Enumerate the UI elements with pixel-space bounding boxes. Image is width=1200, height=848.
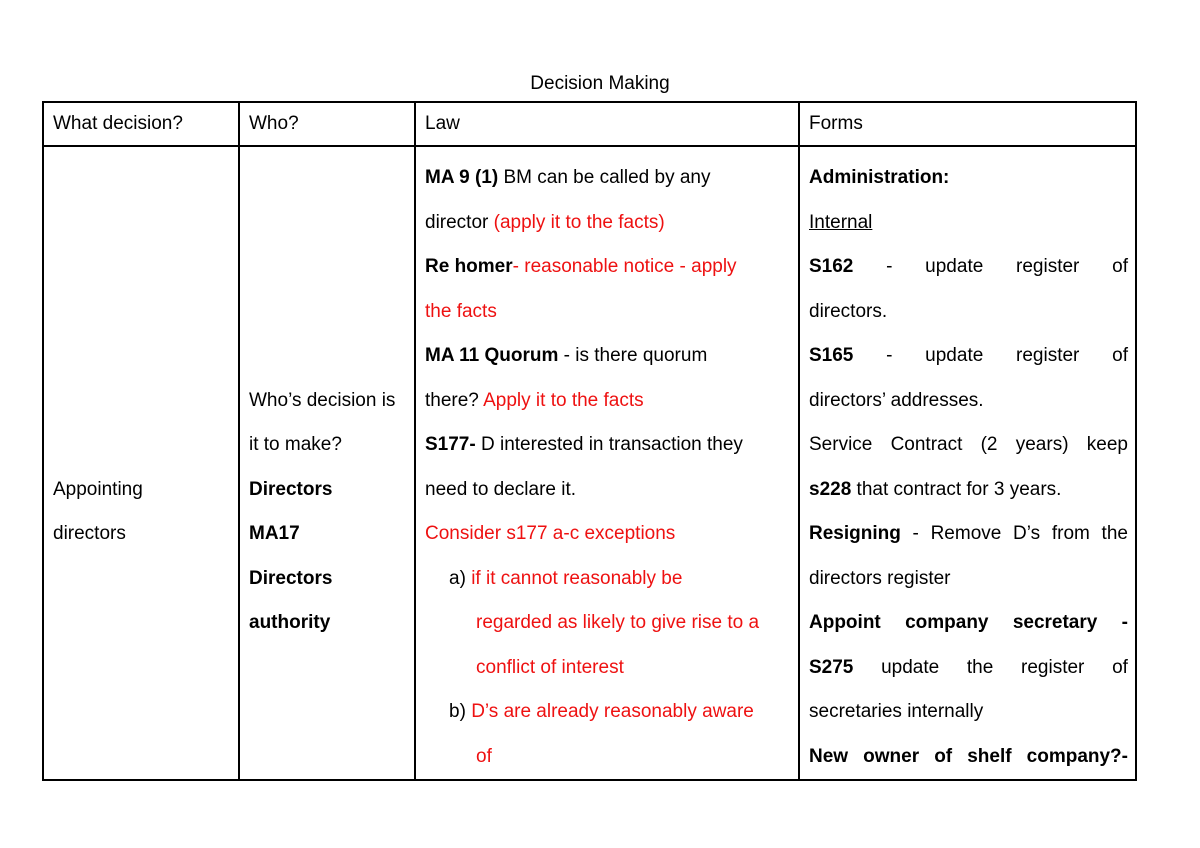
law-line: S177- D interested in transaction they [425, 434, 743, 455]
forms-line: Internal [809, 211, 873, 233]
who-line: Directors [249, 567, 333, 589]
law-line: director (apply it to the facts) [425, 211, 665, 233]
exception-item-continued: regarded as likely to give rise to a [476, 612, 760, 633]
who-line: Who’s decision is [249, 389, 396, 411]
forms-line: directors’ addresses. [809, 389, 984, 411]
header-law: Law [415, 102, 799, 146]
who-line: MA17 [249, 523, 300, 544]
header-forms: Forms [799, 102, 1136, 146]
header-who: Who? [239, 102, 415, 146]
table-header-row [43, 102, 1136, 146]
law-line: there? Apply it to the facts [425, 389, 644, 411]
exception-item: a) if it cannot reasonably be [449, 567, 683, 589]
header-what-decision: What decision? [43, 102, 239, 146]
forms-line: S275 update the register of [809, 656, 1128, 678]
exception-item-continued: of [476, 745, 492, 767]
law-line: need to declare it. [425, 478, 577, 500]
decision-line: directors [53, 523, 126, 544]
who-line: it to make? [249, 434, 342, 455]
forms-line: secretaries internally [809, 701, 984, 722]
law-line: Consider s177 a-c exceptions [425, 523, 676, 544]
law-line: MA 9 (1) BM can be called by any [425, 167, 711, 188]
who-line: Directors [249, 478, 333, 500]
forms-line: directors register [809, 567, 951, 589]
document-title: Decision Making [530, 73, 670, 94]
forms-line: Resigning - Remove D’s from the [809, 523, 1128, 544]
law-cell [415, 146, 799, 780]
forms-line: S162 - update register of [809, 256, 1128, 277]
forms-line: S165 - update register of [809, 345, 1128, 366]
forms-line: New owner of shelf company?- [809, 745, 1128, 767]
forms-line: Appoint company secretary - [809, 612, 1128, 633]
decision-line: Appointing [53, 478, 143, 500]
decision-table [42, 101, 1137, 781]
table-row [43, 146, 1136, 780]
law-line: MA 11 Quorum - is there quorum [425, 345, 708, 366]
forms-line: Administration: [809, 167, 950, 188]
law-line: the facts [425, 300, 497, 322]
what-decision-cell [43, 146, 239, 780]
forms-line: s228 that contract for 3 years. [809, 478, 1062, 500]
forms-line: Service Contract (2 years) keep [809, 434, 1128, 455]
who-line: authority [249, 612, 331, 633]
who-cell [239, 146, 415, 780]
forms-line: directors. [809, 300, 888, 322]
exception-item: b) D’s are already reasonably aware [449, 701, 754, 722]
forms-cell [799, 146, 1136, 780]
law-line: Re homer- reasonable notice - apply [425, 256, 737, 277]
exception-item-continued: conflict of interest [476, 656, 624, 678]
